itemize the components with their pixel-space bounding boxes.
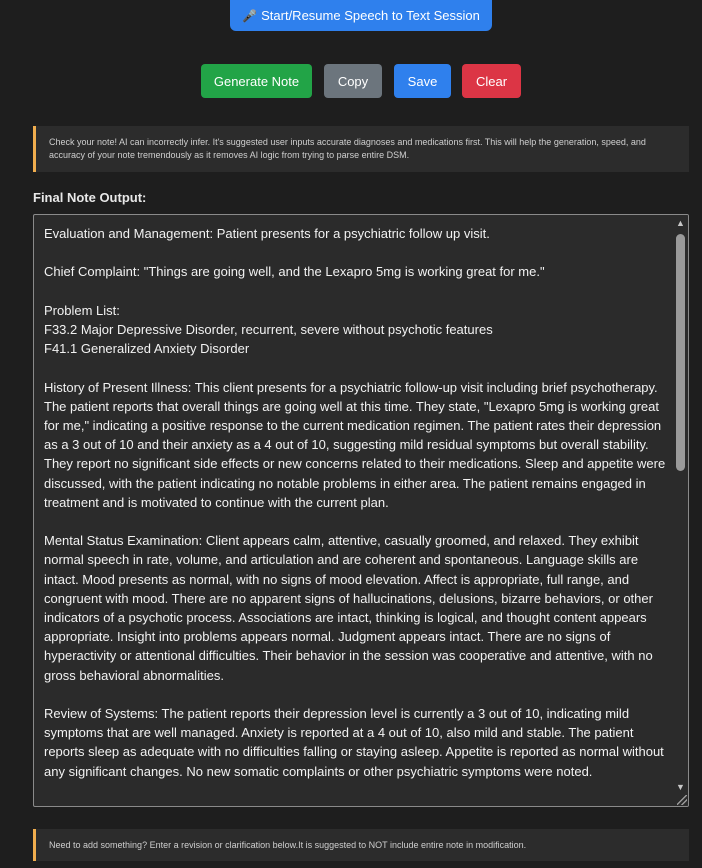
final-note-output-label: Final Note Output: (33, 190, 147, 205)
clear-button[interactable]: Clear (462, 64, 521, 98)
copy-button[interactable]: Copy (324, 64, 382, 98)
speech-button-label: Start/Resume Speech to Text Session (261, 8, 480, 23)
scrollbar-thumb[interactable] (676, 234, 685, 471)
save-button[interactable]: Save (394, 64, 451, 98)
scroll-up-icon[interactable]: ▲ (676, 218, 685, 228)
mic-icon: 🎤 (242, 8, 258, 23)
revision-notice: Need to add something? Enter a revision or clarification below.It is suggested to NOT include entire note in modification. (33, 829, 689, 861)
final-note-text: Evaluation and Management: Patient presents for a psychiatric follow up visit. Chief Complaint: "Things are going well, and the Lexapro 5mg is working great for me." Problem List: F33.2 Major Depressive Disorder, recurrent, severe without psychotic features F41.1 Generalized Anxiety Disorder History of Present Illness: This client presents for a psychiatric follow-up visit including brief psychotherapy. The patient reports that overall things are going well at this time. They state, "Lexapro 5mg is working great for me," indicating a positive response to the current medication regimen. The patient rates their depression as a 3 out of 10 and their anxiety as a 4 out of 10, suggesting mild residual symptoms but overall stability. They report no significant side effects or new concerns related to their medications. Sleep and appetite were discussed, with the patient indicating no notable problems in either area. The patient remains engaged in treatment and is motivated to continue with the current plan. Mental Status Examination: Client appears calm, attentive, casually groomed, and relaxed. They exhibit normal speech in rate, volume, and articulation and are coherent and spontaneous. Language skills are intact. Mood presents as normal, with no signs of mood elevation. Affect is appropriate, full range, and congruent with mood. There are no apparent signs of hallucinations, delusions, bizarre behaviors, or other indicators of a psychotic process. Associations are intact, thinking is logical, and thought content appears appropriate. Insight into problems appears normal. Judgment appears intact. There are no signs of hyperactivity or attentional difficulties. Their behavior in the session was cooperative and attentive, with no gross behavioral abnormalities. Review of Systems: The patient reports their depression level is currently a 3 out of 10, indicating mild symptoms that are well managed. Anxiety is reported at a 4 out of 10, also mild and stable. The patient reports sleep as adequate with no difficulties falling or staying asleep. Appetite is reported as normal without any significant changes. No new somatic complaints or other psychiatric symptoms were noted. (44, 226, 666, 779)
resize-grip-icon[interactable] (677, 795, 687, 805)
scroll-down-icon[interactable]: ▼ (676, 782, 685, 792)
generate-note-button[interactable]: Generate Note (201, 64, 312, 98)
final-note-textarea[interactable] (33, 214, 689, 807)
ai-warning-notice: Check your note! AI can incorrectly infer. It's suggested user inputs accurate diagnoses and medications first. This will help the generation, speed, and accuracy of your note tremendously as it removes AI logic from trying to parse entire DSM. (33, 126, 689, 172)
action-buttons (0, 64, 702, 98)
start-speech-session-button[interactable] (230, 0, 492, 31)
textarea-scrollbar[interactable] (673, 215, 688, 806)
